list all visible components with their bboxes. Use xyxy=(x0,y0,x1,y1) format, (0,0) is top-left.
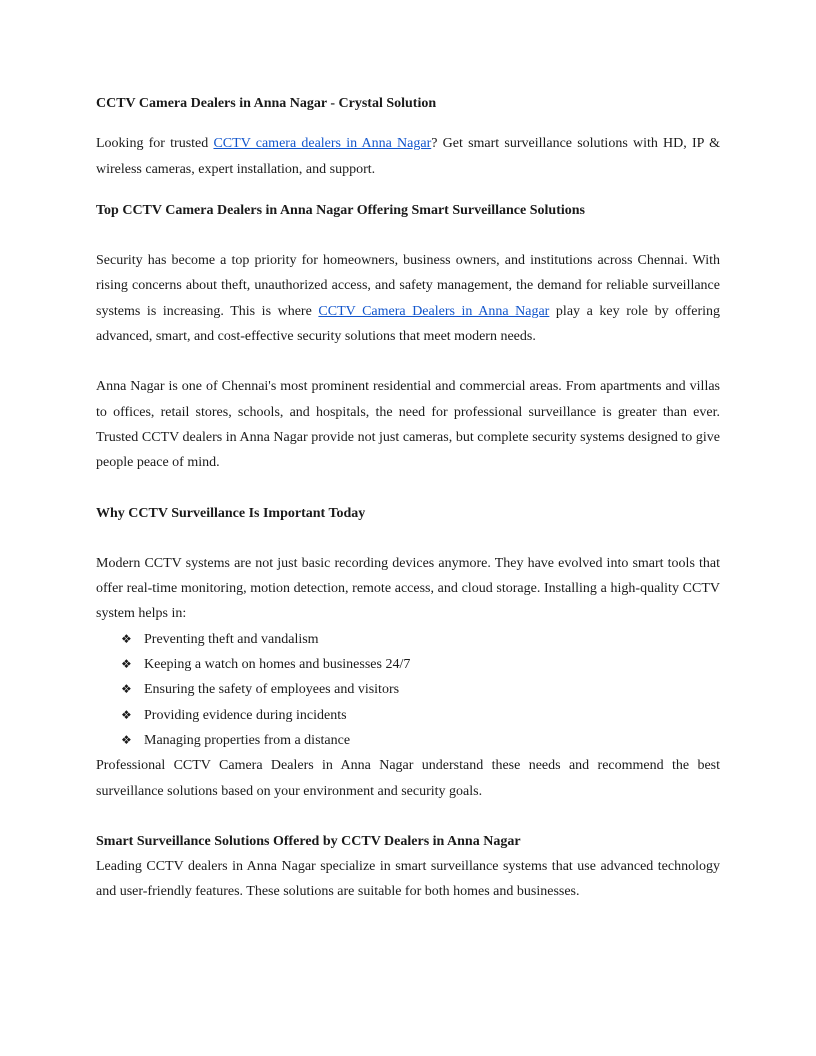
diamond-bullet-icon: ❖ xyxy=(121,707,132,722)
document-page xyxy=(96,91,720,905)
intro-dealers-link[interactable]: CCTV camera dealers in Anna Nagar xyxy=(213,136,432,152)
benefits-list xyxy=(96,627,720,753)
intro-paragraph xyxy=(96,131,720,182)
list-item xyxy=(96,677,720,702)
diamond-bullet-icon: ❖ xyxy=(121,657,132,672)
list-item-text: Providing evidence during incidents xyxy=(144,707,347,723)
intro-text-before: Looking for trusted xyxy=(96,136,214,152)
heading-top-dealers: Top CCTV Camera Dealers in Anna Nagar Offering Smart Surveillance Solutions xyxy=(96,202,585,218)
heading-smart-solutions: Smart Surveillance Solutions Offered by CCTV Dealers in Anna Nagar xyxy=(96,833,521,849)
list-item xyxy=(96,652,720,677)
list-item-text: Managing properties from a distance xyxy=(144,732,351,748)
document-title: CCTV Camera Dealers in Anna Nagar - Crystal Solution xyxy=(96,96,437,111)
modern-cctv-paragraph: Modern CCTV systems are not just basic recording devices anymore. They have evolved into smart tools that offer real-time monitoring, motion detection, remote access, and cloud storage. Installing a high-quality CCTV system helps in: xyxy=(96,555,720,622)
list-item xyxy=(96,703,720,728)
diamond-bullet-icon: ❖ xyxy=(121,682,132,697)
list-item xyxy=(96,728,720,753)
anna-nagar-paragraph: Anna Nagar is one of Chennai's most prominent residential and commercial areas. From apartments and villas to offices, retail stores, schools, and hospitals, the need for professional surveillance is greater than ever. Trusted CCTV dealers in Anna Nagar provide not just cameras, but complete security systems designed to give people peace of mind. xyxy=(96,379,720,471)
professional-paragraph: Professional CCTV Camera Dealers in Anna Nagar understand these needs and recommend the best surveillance solutions based on your environment and security goals. xyxy=(96,758,720,799)
heading-why-surveillance: Why CCTV Surveillance Is Important Today xyxy=(96,505,366,521)
leading-dealers-paragraph: Leading CCTV dealers in Anna Nagar specialize in smart surveillance systems that use advanced technology and user-friendly features. These solutions are suitable for both homes and businesses. xyxy=(96,859,720,900)
list-item-text: Ensuring the safety of employees and visitors xyxy=(144,682,400,698)
security-text-before: Security has become a top priority for homeowners, business owners, and institutions across Chennai. With rising concerns about theft, unauthorized access, and safety management, the demand for reliable surveillance systems is increasing. This is where xyxy=(96,253,720,319)
security-dealers-link[interactable]: CCTV Camera Dealers in Anna Nagar xyxy=(318,303,550,319)
intro-text-after: ? Get smart surveillance solutions with HD, IP & wireless cameras, expert installation, and support. xyxy=(96,136,720,177)
diamond-bullet-icon: ❖ xyxy=(121,732,132,747)
list-item-text: Keeping a watch on homes and businesses 24/7 xyxy=(144,657,411,673)
security-text-after: play a key role by offering advanced, smart, and cost-effective security solutions that meet modern needs. xyxy=(96,303,720,345)
diamond-bullet-icon: ❖ xyxy=(121,631,132,646)
list-item-text: Preventing theft and vandalism xyxy=(144,631,319,647)
list-item xyxy=(96,627,720,652)
security-paragraph xyxy=(96,248,720,349)
